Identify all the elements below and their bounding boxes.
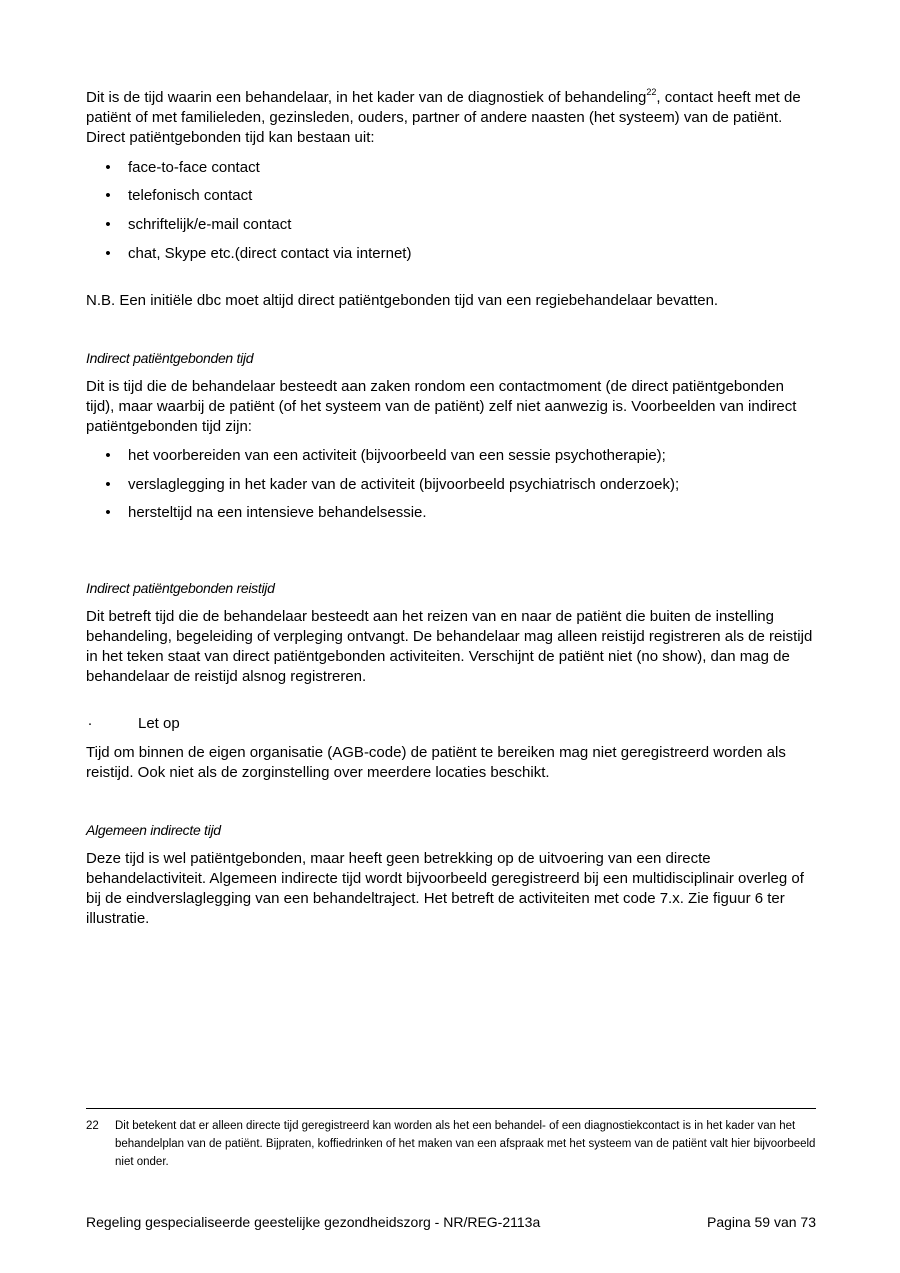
bullet-icon: • xyxy=(105,476,111,493)
bullet-icon: • xyxy=(105,504,111,521)
indirect-heading: Indirect patiëntgebonden tijd xyxy=(86,350,254,366)
list-item-text: face-to-face contact xyxy=(128,159,260,176)
footnote-reference[interactable]: 22 xyxy=(646,87,657,97)
document-title: Regeling gespecialiseerde geestelijke gezondheidszorg - NR/REG-2113a xyxy=(86,1214,541,1230)
list-item-text: het voorbereiden van een activiteit (bijvoorbeeld van een sessie psychotherapie); xyxy=(128,447,666,464)
list-item-text: telefonisch contact xyxy=(128,187,253,204)
letop-marker: · xyxy=(87,715,93,732)
list-item-text: hersteltijd na een intensieve behandelsessie. xyxy=(128,504,427,521)
general-heading: Algemeen indirecte tijd xyxy=(86,822,221,838)
intro-text-continued: , contact heeft met de patiënt of met familieleden, gezinsleden, ouders, partner of andere naasten (het systeem) van de patiënt. Direct patiëntgebonden tijd kan bestaan uit: xyxy=(86,89,801,146)
list-item-text: chat, Skype etc.(direct contact via internet) xyxy=(128,245,412,262)
bullet-icon: • xyxy=(105,245,111,262)
footnote-number: 22 xyxy=(86,1120,99,1132)
indirect-paragraph: Dit is tijd die de behandelaar besteedt aan zaken rondom een contactmoment (de direct patiëntgebonden tijd), maar waarbij de patiënt (of het systeem van de patiënt) zelf niet aanwezig is. Voorbeelden van indirect patiëntgebonden tijd zijn: xyxy=(86,378,797,435)
page-number: Pagina 59 van 73 xyxy=(707,1214,816,1230)
travel-heading: Indirect patiëntgebonden reistijd xyxy=(86,580,275,596)
list-item-text: verslaglegging in het kader van de activiteit (bijvoorbeeld psychiatrisch onderzoek); xyxy=(128,476,680,493)
general-paragraph: Deze tijd is wel patiëntgebonden, maar heeft geen betrekking op de uitvoering van een directe behandelactiviteit. Algemeen indirecte tijd wordt bijvoorbeeld geregistreerd bij een multidisciplinair overleg of bij de eindverslaglegging van een behandeltraject. Het betreft de activiteiten met code 7.x. Zie figuur 6 ter illustratie. xyxy=(86,850,804,927)
intro-paragraph xyxy=(86,88,816,148)
bullet-icon: • xyxy=(105,159,111,176)
bullet-icon: • xyxy=(105,187,111,204)
footnote-text: Dit betekent dat er alleen directe tijd geregistreerd kan worden als het een behandel- of een diagnostiekcontact is in het kader van het behandelplan van de patiënt. Bijpraten, koffiedrinken of het maken van een afspraak met het systeem van de patiënt valt hier bijvoorbeeld niet onder. xyxy=(115,1120,816,1168)
bullet-icon: • xyxy=(105,447,111,464)
letop-label: Let op xyxy=(138,715,180,732)
intro-text: Dit is de tijd waarin een behandelaar, in het kader van de diagnostiek of behandeling xyxy=(86,89,647,106)
footnote-divider xyxy=(86,1108,816,1109)
list-item-text: schriftelijk/e-mail contact xyxy=(128,216,292,233)
travel-paragraph: Dit betreft tijd die de behandelaar besteedt aan het reizen van en naar de patiënt die buiten de instelling behandeling, begeleiding of verpleging ontvangt. De behandelaar mag alleen reistijd registreren als de reistijd in het teken staat van direct patiëntgebonden activiteiten. Verschijnt de patiënt niet (no show), dan mag de behandelaar de reistijd alsnog registreren. xyxy=(86,608,813,685)
bullet-icon: • xyxy=(105,216,111,233)
letop-paragraph: Tijd om binnen de eigen organisatie (AGB-code) de patiënt te bereiken mag niet geregistreerd worden als reistijd. Ook niet als de zorginstelling over meerdere locaties beschikt. xyxy=(86,744,786,781)
nb-note: N.B. Een initiële dbc moet altijd direct patiëntgebonden tijd van een regiebehandelaar bevatten. xyxy=(86,292,719,309)
